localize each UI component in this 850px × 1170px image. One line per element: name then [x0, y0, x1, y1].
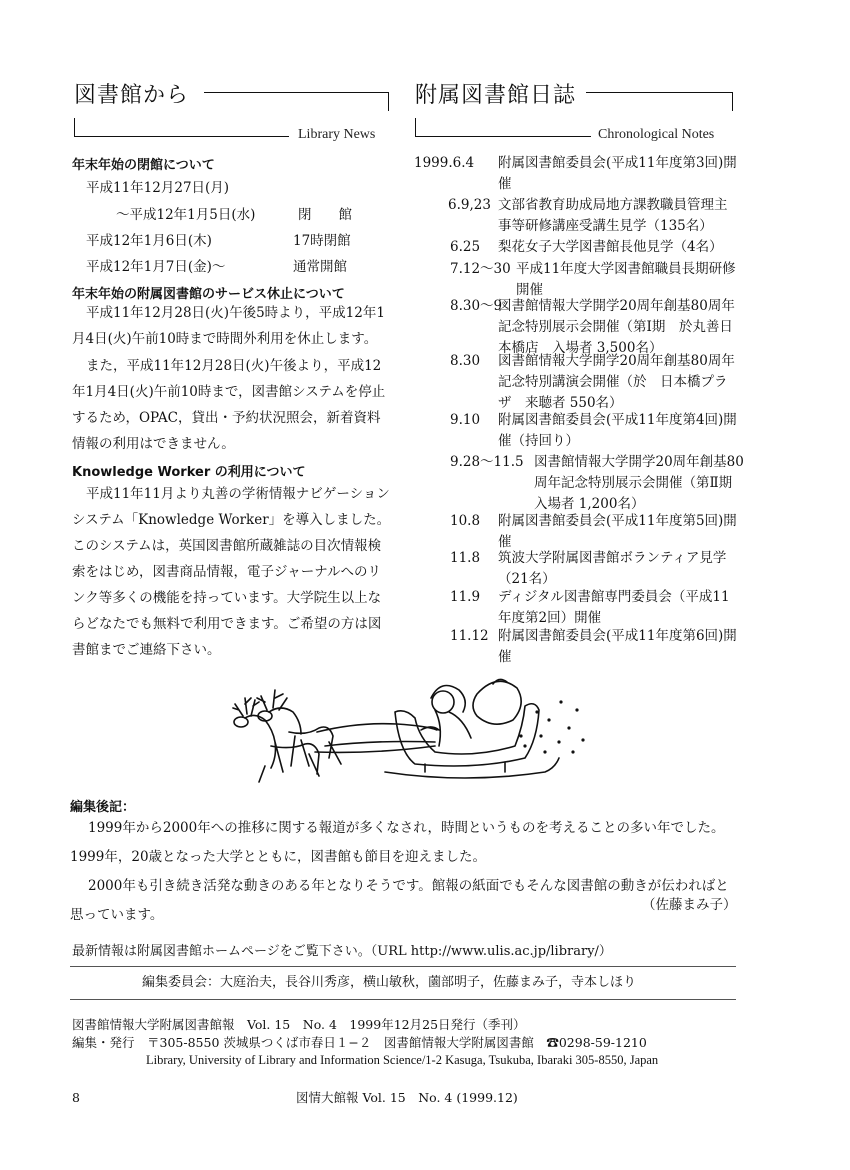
page-number: 8 — [72, 1090, 80, 1105]
diary-date: 10.8 — [450, 513, 481, 529]
divider — [70, 999, 736, 1000]
santa-sleigh-illustration — [225, 676, 595, 788]
diary-date: 9.28〜11.5 — [450, 454, 524, 470]
diary-text: 平成11年度大学図書館職員長期研修開催 — [516, 261, 736, 298]
schedule-row — [86, 176, 229, 200]
header-bracket-top — [204, 92, 389, 111]
diary-text: 附属図書館委員会(平成11年度第5回)開催 — [498, 513, 737, 550]
diary-text: 附属図書館委員会(平成11年度第6回)開催 — [498, 628, 737, 665]
diary-date: 8.30 — [450, 353, 481, 369]
editor-paragraph-1: 1999年から2000年への推移に関する報道が多くなされ，時間というものを考えることの多い年でした。1999年，20歳となった大学とともに，図書館も節目を迎えました。 — [70, 820, 725, 865]
diary-date: 9.10 — [450, 412, 481, 428]
library-news-title: 図書館から — [74, 83, 190, 108]
diary-text: 筑波大学附属図書館ボランティア見学（21名） — [498, 550, 727, 587]
schedule-date: 平成12年1月6日(木) — [86, 233, 212, 249]
diary-date: 8.30〜9 — [450, 298, 503, 314]
service-paragraph-1: 平成11年12月28日(火)午後5時より，平成12年1月4日(火)午前10時まで時間外利用を休止します。 — [72, 305, 385, 347]
schedule-status: 17時閉館 — [293, 233, 351, 249]
diary-date: 7.12〜30 — [450, 261, 511, 277]
schedule-date: 平成11年12月27日(月) — [86, 180, 230, 196]
diary-date: 1999.6.4 — [414, 155, 475, 171]
service-paragraph-2: また，平成11年12月28日(火)午後より，平成12年1月4日(火)午前10時まで，図書館システムを停止するため，OPAC，貸出・予約状況照会，新着資料情報の利用はできません。 — [72, 358, 386, 452]
closure-heading: 年末年始の閉館について — [72, 158, 215, 173]
editor-paragraph-2: 2000年も引き続き活発な動きのある年となりそうです。館報の紙面でもそんな図書館の動きが伝わればと思っています。 — [70, 878, 729, 923]
header-bracket-bottom — [74, 118, 289, 137]
diary-date: 6.25 — [450, 239, 481, 255]
schedule-status: 閉 館 — [298, 207, 352, 223]
publication-info: 図書館情報大学附属図書館報 Vol. 15 No. 4 1999年12月25日発行（季刊） — [72, 1017, 526, 1032]
schedule-row — [86, 255, 225, 279]
diary-title: 附属図書館日誌 — [415, 83, 577, 108]
diary-text: 文部省教育助成局地方課教職員管理主事等研修講座受講生見学（135名） — [498, 197, 728, 234]
schedule-row — [86, 229, 212, 253]
running-footer: 図情大館報 Vol. 15 No. 4 (1999.12) — [296, 1090, 518, 1105]
divider — [70, 966, 736, 967]
knowledge-worker-paragraph: 平成11年11月より丸善の学術情報ナビゲーションシステム「Knowledge Worker」を導入しました。このシステムは，英国図書館所蔵雑誌の目次情報検索をはじめ，図書商品情報，電子ジャーナルへのリンク等多くの機能を持っています。大学院生以上ならどなたでも無料で利用できます。ご希望の方は図書館までご連絡下さい。 — [72, 486, 391, 658]
diary-text: 図書館情報大学開学20周年創基80周年記念特別講演会開催（於 日本橋プラザ 来聴者 550名） — [498, 353, 735, 411]
library-news-subtitle: Library News — [298, 127, 376, 142]
service-heading: 年末年始の附属図書館のサービス休止について — [72, 287, 345, 302]
homepage-notice: 最新情報は附属図書館ホームページをご覧下さい。（URL http://www.ulis.ac.jp/library/） — [72, 944, 612, 959]
diary-text: 図書館情報大学開学20周年創基80周年記念特別展示会開催（第Ⅰ期 於丸善日本橋店 入場者 3,500名） — [498, 298, 735, 356]
diary-date: 11.12 — [450, 628, 489, 644]
diary-text: 附属図書館委員会(平成11年度第3回)開催 — [498, 155, 737, 192]
schedule-status: 通常開館 — [293, 259, 347, 275]
diary-text: ディジタル図書館専門委員会（平成11年度第2回）開催 — [498, 589, 730, 626]
editorial-committee: 編集委員会：大庭治夫，長谷川秀彦，横山敏秋，薗部明子，佐藤まみ子，寺本しほり — [142, 975, 637, 990]
publisher-address-english: Library, University of Library and Information Science/1-2 Kasuga, Tsukuba, Ibaraki 305-8550, Japan — [146, 1053, 659, 1067]
diary-date: 6.9,23 — [448, 197, 491, 213]
schedule-row — [116, 203, 255, 227]
diary-date: 11.9 — [450, 589, 481, 605]
diary-subtitle: Chronological Notes — [598, 127, 715, 142]
diary-text: 梨花女子大学図書館長他見学（4名） — [498, 239, 723, 255]
diary-bracket-bottom — [415, 118, 591, 137]
diary-text: 附属図書館委員会(平成11年度第4回)開催（持回り） — [498, 412, 737, 449]
editor-heading: 編集後記： — [70, 800, 136, 815]
knowledge-worker-heading: Knowledge Worker の利用について — [72, 465, 306, 480]
schedule-date: 平成12年1月7日(金)〜 — [86, 259, 226, 275]
publisher-address: 編集・発行 〒305-8550 茨城県つくば市春日１−２ 図書館情報大学附属図書館 ☎0298-59-1210 — [72, 1035, 647, 1050]
diary-text: 図書館情報大学開学20周年創基80周年記念特別展示会開催（第Ⅱ期入場者 1,200名） — [534, 454, 744, 512]
diary-date: 11.8 — [450, 550, 481, 566]
diary-bracket-top — [586, 92, 733, 111]
schedule-date: 〜平成12年1月5日(水) — [116, 207, 256, 223]
editor-signature: （佐藤まみ子） — [642, 897, 737, 913]
